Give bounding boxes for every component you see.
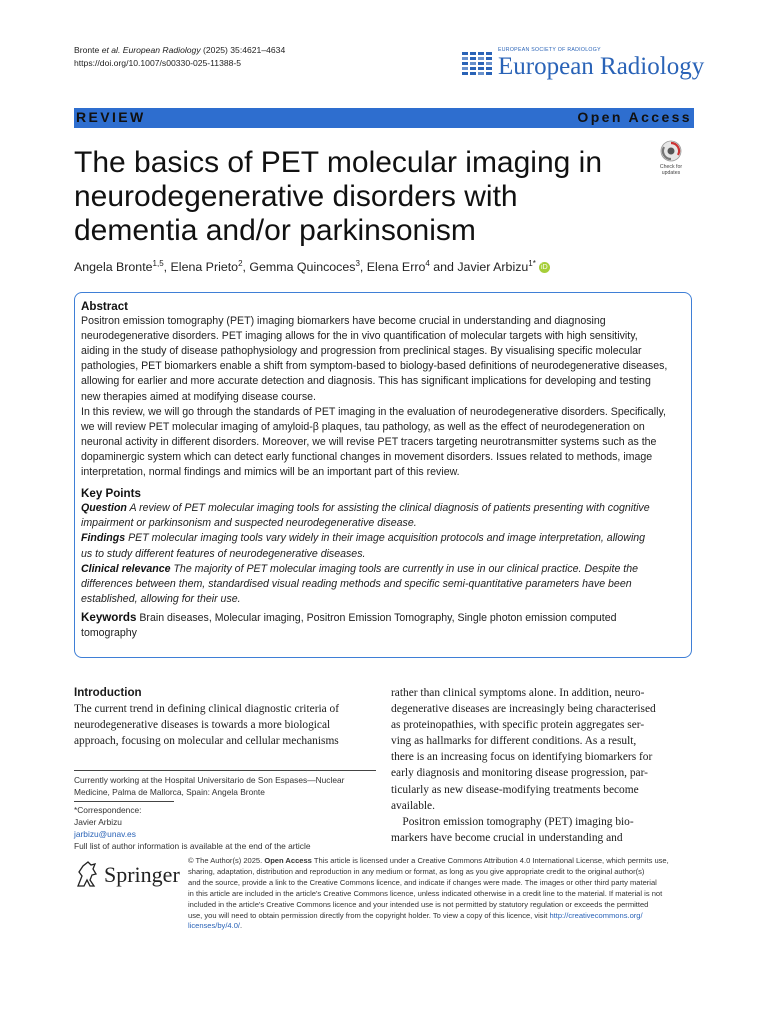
author-separator: , <box>242 260 250 275</box>
body-line: Positron emission tomography (PET) imaging bio- <box>391 815 634 828</box>
license-url-link[interactable]: http://creativecommons.org/ <box>549 910 643 920</box>
abstract-line: interpretation, normal findings and mimics will be an important part of this review. <box>81 466 460 479</box>
question-line <box>81 501 685 516</box>
license-text: use, you will need to obtain permission directly from the copyright holder. To view a copy of this licence, visit <box>188 910 550 920</box>
full-author-info-note: Full list of author information is available at the end of the article <box>74 841 311 851</box>
author-separator: , <box>163 260 171 275</box>
abstract-line: In this review, we will go through the standards of PET imaging in the evaluation of neurodegenerative disorders. Specifically, <box>81 405 666 418</box>
journal-name: European Radiology <box>498 53 705 80</box>
author-affiliation: 1,5 <box>152 259 164 268</box>
title-line: The basics of PET molecular imaging in <box>74 146 603 179</box>
title-line: dementia and/or parkinsonism <box>74 214 476 247</box>
citation-block <box>74 44 285 70</box>
findings-label: Findings <box>81 532 126 545</box>
body-line: ving as hallmarks for different conditions. As a result, <box>391 735 637 748</box>
body-line: The current trend in defining clinical diagnostic criteria of <box>74 703 340 716</box>
badge-line2: updates <box>661 170 681 176</box>
license-text: and the source, provide a link to the Creative Commons licence, and indicate if changes were made. The images or other third party material <box>188 877 657 887</box>
findings-text: PET molecular imaging tools vary widely in their image acquisition protocols and image interpretation, allowing <box>125 532 646 545</box>
author-name: Angela Bronte <box>74 260 153 275</box>
correspondence-email-link[interactable]: jarbizu@unav.es <box>74 829 136 839</box>
author-separator: and <box>429 260 458 275</box>
intro-left-column <box>74 685 376 749</box>
title-line: neurodegenerative disorders with <box>74 180 518 213</box>
author-name: Elena Prieto <box>170 260 239 275</box>
license-url-link[interactable]: licenses/by/4.0/ <box>188 921 241 931</box>
citation-journal: European Radiology <box>122 45 201 55</box>
abstract-line: Positron emission tomography (PET) imaging biomarkers have become crucial in understanding and diagnosing <box>81 315 606 328</box>
citation-line <box>74 44 285 57</box>
body-line: as proteinopathies, with specific protein aggregates ser- <box>391 719 645 732</box>
abstract-line: we will review PET molecular imaging of amyloid-β plaques, tau pathology, as well as the effect of neurodegeneration on <box>81 420 645 433</box>
abstract-line: dopaminergic system which can detect early functional changes in movement disorders. Issues related to methods, image <box>81 450 653 463</box>
author-affiliation: 2 <box>238 259 243 268</box>
intro-heading: Introduction <box>74 686 142 699</box>
author-separator: , <box>359 260 367 275</box>
keywords-line <box>81 610 685 626</box>
author-affiliation: 4 <box>425 259 430 268</box>
body-line: there is an increasing focus on identifying biomarkers for <box>391 751 653 764</box>
body-line: ticularly as new disease-modifying treatments become <box>391 783 639 796</box>
body-line: early diagnosis and monitoring disease progression, par- <box>391 767 648 780</box>
author-name: Gemma Quincoces <box>249 260 356 275</box>
citation-year-pages: (2025) 35:4621–4634 <box>203 45 286 55</box>
license-text: This article is licensed under a Creative Commons Attribution 4.0 International License, which permits use, <box>311 856 669 865</box>
abstract-line: new therapies aimed at modifying disease course. <box>81 390 316 403</box>
author-name: Javier Arbizu <box>457 260 529 275</box>
correspondence-label: *Correspondence: <box>74 805 142 815</box>
abstract-box <box>74 292 692 658</box>
springer-horse-icon <box>74 860 100 888</box>
body-line: neurodegenerative diseases is towards a more biological <box>74 719 331 732</box>
intro-right-column <box>391 685 693 846</box>
affiliation-note: Medicine, Palma de Mallorca, Spain: Angela Bronte <box>74 787 265 797</box>
footnotes <box>74 770 376 852</box>
check-for-updates-icon <box>654 140 688 176</box>
author-name: Elena Erro <box>366 260 426 275</box>
article-type-label: REVIEW <box>76 109 146 125</box>
license-text: sharing, adaptation, distribution and reproduction in any medium or format, as long as you give appropriate credit to the original author(s) <box>188 866 645 876</box>
relevance-line: established, allowing for their use. <box>81 592 241 605</box>
article-type-banner <box>74 108 694 128</box>
citation-authors: Bronte <box>74 45 100 55</box>
abstract-line: allowing for earlier and more accurate detection and diagnosis. This has significant implications for developing and testing <box>81 375 651 388</box>
article-title <box>74 146 634 248</box>
society-label: EUROPEAN SOCIETY OF RADIOLOGY <box>498 47 601 53</box>
license-text: in this article are included in the article's Creative Commons licence, unless indicated otherwise in a credit line to the material. If material is not <box>188 888 663 898</box>
question-line: impairment or parkinsonism and suspected neurodegenerative disease. <box>81 517 417 530</box>
author-affiliation: 1* <box>528 259 536 268</box>
license-end: . <box>240 921 243 931</box>
license-text: included in the article's Creative Commons licence and your intended use is not permitted by statutory regulation or exceeds the permitted <box>188 899 649 909</box>
body-line: available. <box>391 799 435 812</box>
body-line: rather than clinical symptoms alone. In addition, neuro- <box>391 687 645 699</box>
correspondence-name: Javier Arbizu <box>74 817 122 827</box>
badge-line1: Check for <box>659 164 683 170</box>
question-label: Question <box>81 502 127 515</box>
relevance-label: Clinical relevance <box>81 562 171 575</box>
open-access-note: Open Access <box>264 856 312 865</box>
abstract-line: neurodegenerative disorders. PET imaging allows for the in vivo quantification of molecular targets with high sensitivity, <box>81 330 638 343</box>
affiliation-note: Currently working at the Hospital Universitario de Son Espases—Nuclear <box>74 775 345 785</box>
open-access-label: Open Access <box>577 109 692 125</box>
author-affiliation: 3 <box>355 259 360 268</box>
abstract-line: neuronal activity in different disorders. Moreover, we will revise PET tracers targeting neurotransmitter systems such as the <box>81 435 657 448</box>
keywords-line: tomography <box>81 626 137 639</box>
body-line: degenerative diseases are increasingly being characterised <box>391 703 656 716</box>
findings-line: us to study different features of neurodegenerative diseases. <box>81 547 366 560</box>
abstract-content <box>81 299 685 641</box>
author-list <box>74 259 550 274</box>
publisher-logo <box>74 860 180 888</box>
relevance-text: The majority of PET molecular imaging tools are currently in use in our clinical practice. Despite the <box>170 562 639 575</box>
check-for-updates-badge[interactable] <box>654 140 688 176</box>
abstract-heading: Abstract <box>81 300 129 313</box>
keywords-text: Brain diseases, Molecular imaging, Positron Emission Tomography, Single photon emission computed <box>136 611 617 624</box>
body-line: markers have become crucial in understanding and <box>391 831 623 844</box>
orcid-icon[interactable]: iD <box>539 262 550 273</box>
citation-etal: et al. <box>101 45 121 55</box>
keywords-label: Keywords <box>81 610 137 624</box>
key-points-heading: Key Points <box>81 487 141 501</box>
copyright-lead: © The Author(s) 2025. <box>188 856 265 865</box>
publisher-name: Springer <box>104 862 180 887</box>
body-line: approach, focusing on molecular and cellular mechanisms <box>74 735 339 748</box>
license-block <box>188 856 694 932</box>
relevance-line: differences between them, standardised visual reading methods and specific semi-quantitative parameters have been <box>81 577 632 590</box>
doi-link[interactable]: https://doi.org/10.1007/s00330-025-11388-5 <box>74 58 242 68</box>
abstract-line: aiding in the study of disease pathophysiology and progression from preclinical stages. By visualising specific molecular <box>81 345 642 358</box>
findings-line <box>81 531 685 546</box>
abstract-line: pathologies, PET biomarkers enable a shift from symptom-based to biology-based definitions of neurodegenerative diseases, <box>81 360 668 373</box>
question-text: A review of PET molecular imaging tools for assisting the clinical diagnosis of patients presenting with cognitive <box>126 502 650 515</box>
journal-logo <box>462 44 705 84</box>
esr-grid-icon <box>462 52 492 76</box>
relevance-line <box>81 562 685 577</box>
